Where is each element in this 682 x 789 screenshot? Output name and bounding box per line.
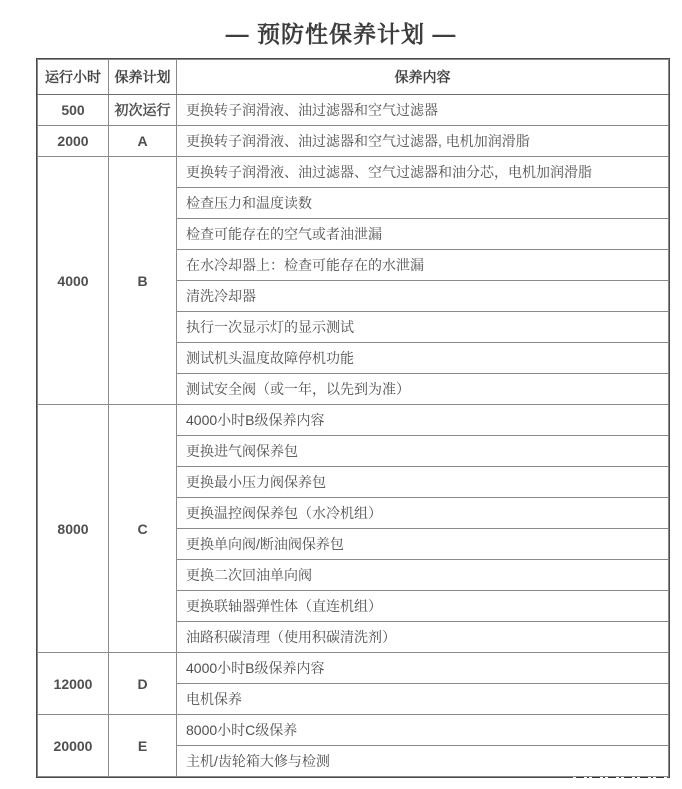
content-cell: 4000小时B级保养内容 [177,653,669,684]
header-plan: 保养计划 [109,60,177,95]
content-cell: 4000小时B级保养内容 [177,405,669,436]
header-content: 保养内容 [177,60,669,95]
plan-cell: A [109,126,177,157]
content-cell: 检查压力和温度读数 [177,188,669,219]
content-cell: 在水冷却器上：检查可能存在的水泄漏 [177,250,669,281]
content-cell: 油路积碳清理（使用积碳清洗剂） [177,622,669,653]
content-cell: 更换温控阀保养包（水冷机组） [177,498,669,529]
page-title: — 预防性保养计划 — [225,21,457,47]
content-cell: 更换进气阀保养包 [177,436,669,467]
table-row [38,715,669,746]
header-hours: 运行小时 [38,60,109,95]
header-row [38,60,669,95]
hours-cell: 8000 [38,405,109,653]
maintenance-schedule-table [37,59,669,777]
table-row [38,126,669,157]
table-row [38,405,669,436]
hours-cell: 500 [38,95,109,126]
content-cell: 更换最小压力阀保养包 [177,467,669,498]
content-cell: 更换转子润滑液、油过滤器和空气过滤器 [177,95,669,126]
content-cell: 测试机头温度故障停机功能 [177,343,669,374]
plan-cell: 初次运行 [109,95,177,126]
content-cell: 更换转子润滑液、油过滤器和空气过滤器, 电机加润滑脂 [177,126,669,157]
hours-cell: 12000 [38,653,109,715]
content-cell: 更换联轴器弹性体（直连机组） [177,591,669,622]
hours-cell: 4000 [38,157,109,405]
content-cell: 测试安全阀（或一年，以先到为准） [177,374,669,405]
hours-cell: 20000 [38,715,109,777]
maintenance-table-container [36,58,670,778]
content-cell: 检查可能存在的空气或者油泄漏 [177,219,669,250]
content-cell: 更换转子润滑液、油过滤器、空气过滤器和油分芯，电机加润滑脂 [177,157,669,188]
table-row [38,157,669,188]
table-row [38,95,669,126]
bottom-border-dash-artifact [573,777,667,778]
table-row [38,653,669,684]
content-cell: 更换二次回油单向阀 [177,560,669,591]
content-cell: 执行一次显示灯的显示测试 [177,312,669,343]
plan-cell: E [109,715,177,777]
content-cell: 电机保养 [177,684,669,715]
hours-cell: 2000 [38,126,109,157]
plan-cell: B [109,157,177,405]
content-cell: 更换单向阀/断油阀保养包 [177,529,669,560]
content-cell: 8000小时C级保养 [177,715,669,746]
plan-cell: D [109,653,177,715]
content-cell: 清洗冷却器 [177,281,669,312]
plan-cell: C [109,405,177,653]
content-cell: 主机/齿轮箱大修与检测 [177,746,669,777]
